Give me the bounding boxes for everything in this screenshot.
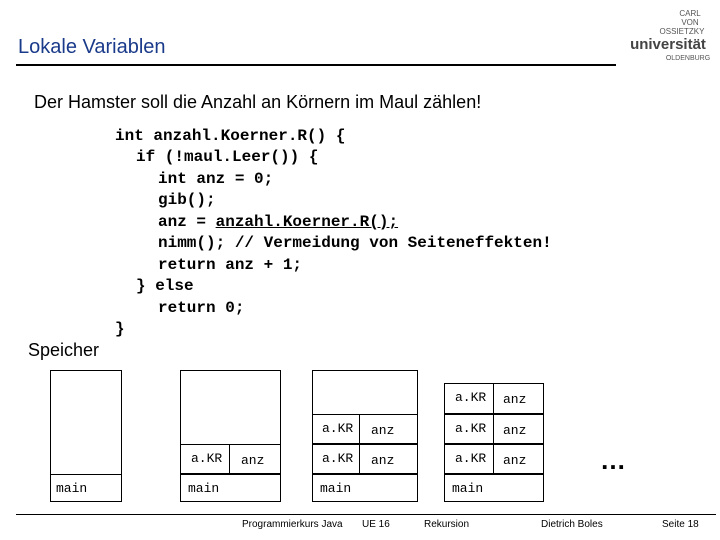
footer-author: Dietrich Boles — [541, 519, 603, 530]
footer-divider — [16, 514, 716, 515]
stack-1-main-label: main — [56, 481, 88, 496]
title-divider — [16, 64, 616, 66]
stack-4-anz-label-1: anz — [503, 453, 527, 468]
logo-line-2: VON — [681, 18, 699, 27]
code-line-4: gib(); — [158, 191, 216, 209]
code-line-7: return anz + 1; — [158, 256, 303, 274]
stack-3-akr-label-top: a.KR — [322, 421, 354, 436]
code-line-10: } — [115, 320, 125, 338]
footer-page: Seite 18 — [662, 519, 699, 530]
stack-4-main-label: main — [452, 481, 484, 496]
stack-2-anz-label: anz — [241, 453, 265, 468]
stack-4-akr-label-2: a.KR — [455, 421, 487, 436]
code-line-5-assign: anz = — [158, 213, 216, 231]
intro-text: Der Hamster soll die Anzahl an Körnern im Maul zählen! — [34, 92, 482, 112]
logo-line-5: OLDENBURG — [665, 55, 711, 62]
code-line-2: if (!maul.Leer()) { — [136, 148, 319, 166]
logo-line-1: CARL — [679, 9, 701, 18]
stack-4-anz-label-3: anz — [503, 392, 527, 407]
continuation-ellipsis: … — [600, 445, 625, 475]
stack-3-main-label: main — [320, 481, 352, 496]
code-line-3: int anz = 0; — [158, 170, 274, 188]
footer-course: Programmierkurs Java — [242, 519, 343, 530]
university-logo — [620, 4, 716, 74]
speicher-label: Speicher — [28, 340, 100, 360]
code-line-8: } else — [136, 277, 194, 295]
code-line-5-recursive-call: anzahl.Koerner.R(); — [215, 213, 399, 231]
stack-2-main-label: main — [188, 481, 220, 496]
stack-4-akr-label-1: a.KR — [455, 451, 487, 466]
stack-3-akr-label-bottom: a.KR — [322, 451, 354, 466]
logo-line-4: universität — [630, 36, 706, 53]
stack-3-anz-label-bottom: anz — [371, 453, 395, 468]
slide-title: Lokale Variablen — [18, 36, 166, 58]
footer-unit: UE 16 — [362, 519, 390, 530]
code-line-6: nimm(); // Vermeidung von Seiteneffekten! — [158, 234, 552, 252]
footer-topic: Rekursion — [424, 519, 470, 530]
stack-3-anz-label-top: anz — [371, 423, 395, 438]
stack-4-anz-label-2: anz — [503, 423, 527, 438]
code-line-1: int anzahl.Koerner.R() { — [115, 127, 346, 145]
logo-line-3: OSSIETZKY — [659, 27, 705, 36]
stack-4-akr-label-3: a.KR — [455, 390, 487, 405]
code-line-5 — [158, 212, 398, 234]
stack-2-akr-label: a.KR — [191, 451, 223, 466]
code-line-9: return 0; — [158, 299, 245, 317]
